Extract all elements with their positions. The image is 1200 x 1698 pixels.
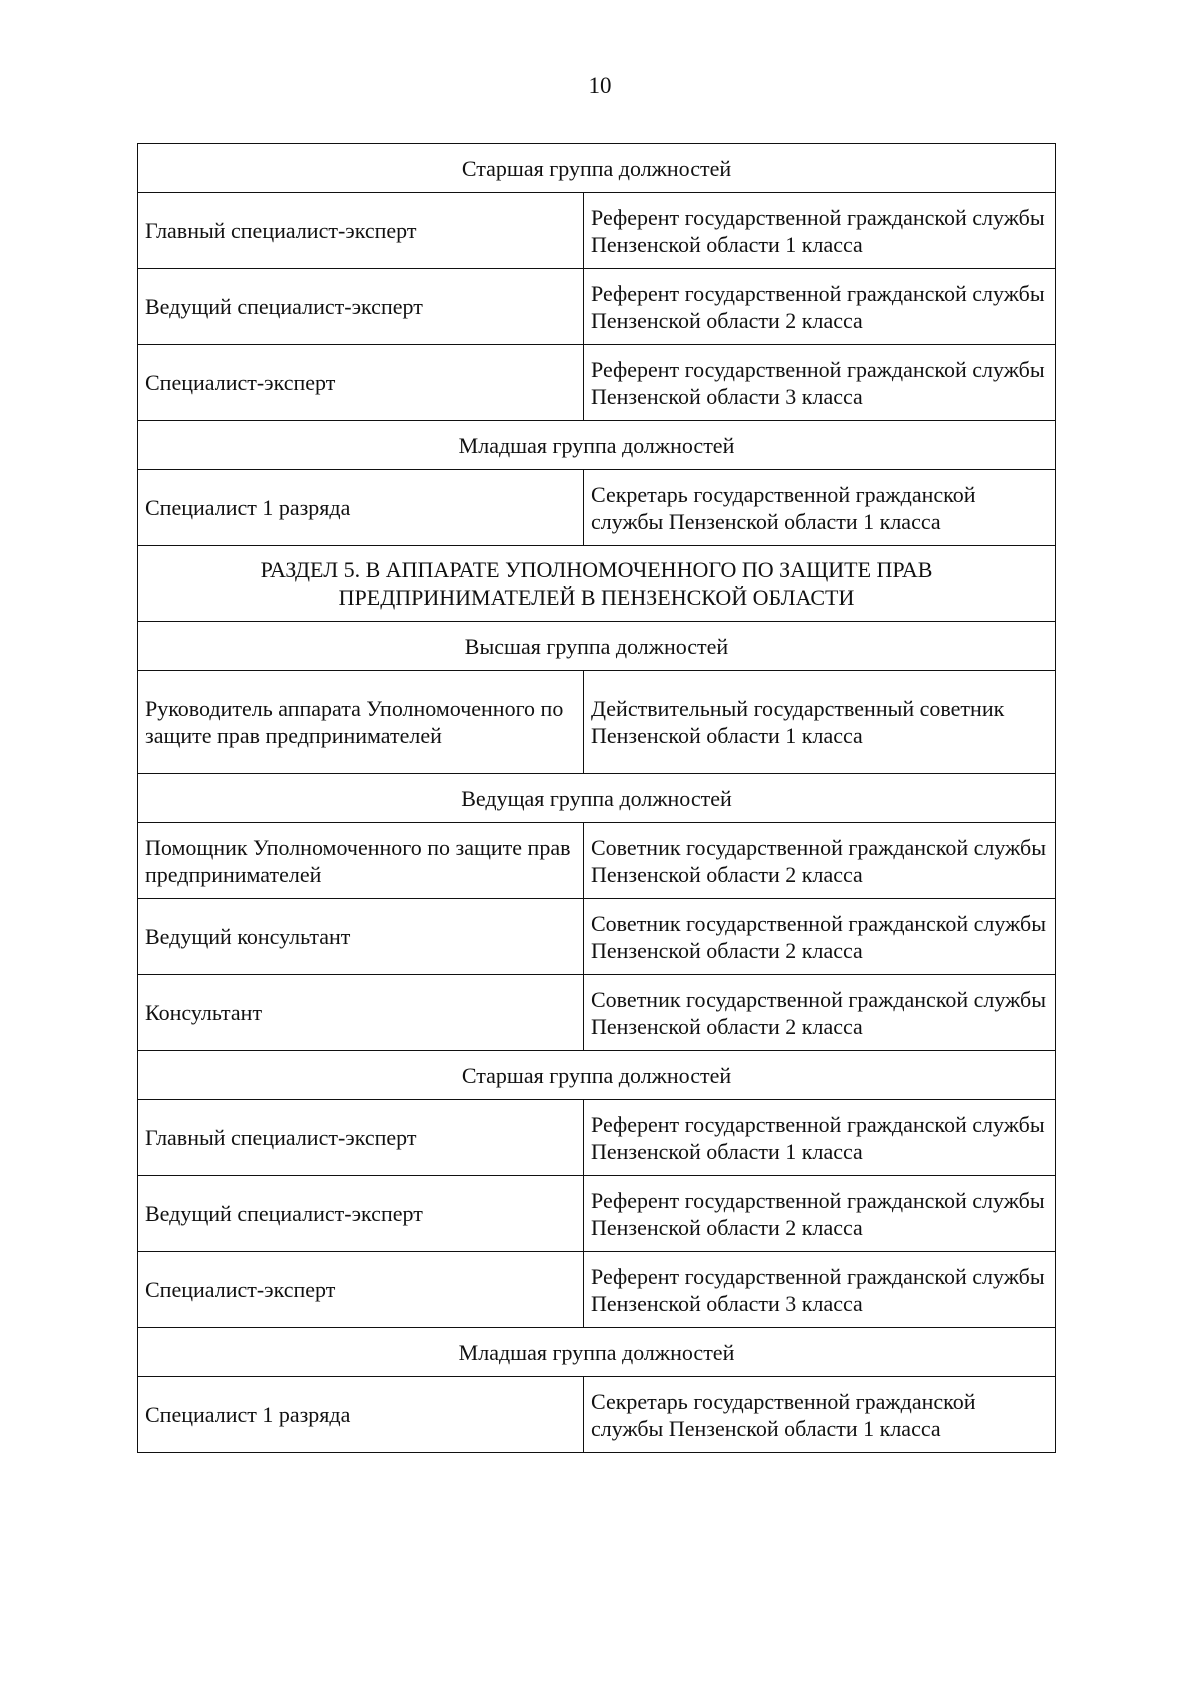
position-title: Руководитель аппарата Уполномоченного по защите прав предпринимателей <box>138 671 584 774</box>
position-title: Главный специалист-эксперт <box>138 1100 584 1176</box>
position-title: Специалист 1 разряда <box>138 1377 584 1453</box>
page-number: 10 <box>588 73 612 98</box>
positions-table-body <box>138 144 1056 1453</box>
positions-table <box>137 143 1056 1453</box>
class-rank: Референт государственной гражданской службы Пензенской области 3 класса <box>584 1252 1056 1328</box>
section-header-row <box>138 546 1056 622</box>
position-row <box>138 1252 1056 1328</box>
group-header-row <box>138 1328 1056 1377</box>
class-rank: Действительный государственный советник Пензенской области 1 класса <box>584 671 1056 774</box>
position-row <box>138 1377 1056 1453</box>
position-title: Ведущий специалист-эксперт <box>138 269 584 345</box>
position-title: Специалист-эксперт <box>138 345 584 421</box>
class-rank: Референт государственной гражданской службы Пензенской области 2 класса <box>584 269 1056 345</box>
group-title: Младшая группа должностей <box>138 421 1056 470</box>
position-title: Ведущий консультант <box>138 899 584 975</box>
group-title: Младшая группа должностей <box>138 1328 1056 1377</box>
section-title: РАЗДЕЛ 5. В АППАРАТЕ УПОЛНОМОЧЕННОГО ПО ЗАЩИТЕ ПРАВ ПРЕДПРИНИМАТЕЛЕЙ В ПЕНЗЕНСКОЙ ОБЛАСТИ <box>138 546 1056 622</box>
group-header-row <box>138 421 1056 470</box>
group-header-row <box>138 1051 1056 1100</box>
class-rank: Советник государственной гражданской службы Пензенской области 2 класса <box>584 823 1056 899</box>
position-title: Консультант <box>138 975 584 1051</box>
class-rank: Референт государственной гражданской службы Пензенской области 2 класса <box>584 1176 1056 1252</box>
class-rank: Секретарь государственной гражданской службы Пензенской области 1 класса <box>584 1377 1056 1453</box>
position-row <box>138 345 1056 421</box>
group-title: Высшая группа должностей <box>138 622 1056 671</box>
class-rank: Секретарь государственной гражданской службы Пензенской области 1 класса <box>584 470 1056 546</box>
group-title: Старшая группа должностей <box>138 144 1056 193</box>
class-rank: Советник государственной гражданской службы Пензенской области 2 класса <box>584 899 1056 975</box>
position-row <box>138 269 1056 345</box>
position-row <box>138 823 1056 899</box>
position-title: Ведущий специалист-эксперт <box>138 1176 584 1252</box>
group-header-row <box>138 144 1056 193</box>
class-rank: Референт государственной гражданской службы Пензенской области 1 класса <box>584 1100 1056 1176</box>
position-title: Главный специалист-эксперт <box>138 193 584 269</box>
group-header-row <box>138 774 1056 823</box>
position-row <box>138 975 1056 1051</box>
class-rank: Референт государственной гражданской службы Пензенской области 3 класса <box>584 345 1056 421</box>
group-title: Ведущая группа должностей <box>138 774 1056 823</box>
position-title: Специалист 1 разряда <box>138 470 584 546</box>
position-row <box>138 1100 1056 1176</box>
class-rank: Советник государственной гражданской службы Пензенской области 2 класса <box>584 975 1056 1051</box>
position-row <box>138 671 1056 774</box>
position-row <box>138 1176 1056 1252</box>
group-header-row <box>138 622 1056 671</box>
class-rank: Референт государственной гражданской службы Пензенской области 1 класса <box>584 193 1056 269</box>
group-title: Старшая группа должностей <box>138 1051 1056 1100</box>
position-row <box>138 899 1056 975</box>
position-row <box>138 193 1056 269</box>
position-title: Специалист-эксперт <box>138 1252 584 1328</box>
position-title: Помощник Уполномоченного по защите прав предпринимателей <box>138 823 584 899</box>
position-row <box>138 470 1056 546</box>
